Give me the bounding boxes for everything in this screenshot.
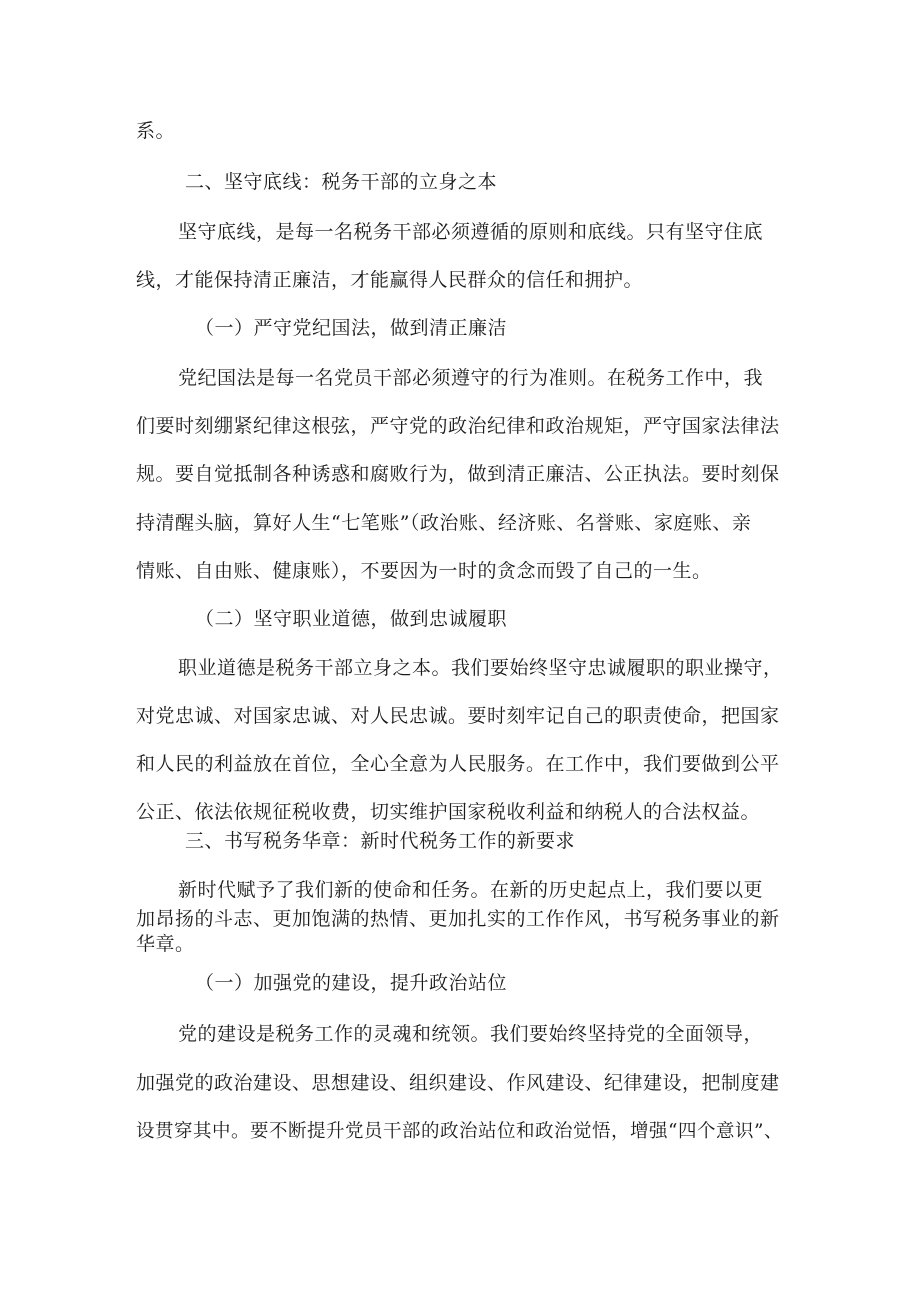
- section-heading: 三、书写税务华章：新时代税务工作的新要求: [185, 830, 576, 852]
- section-heading: 二、坚守底线：税务干部的立身之本: [185, 171, 498, 193]
- subsection-heading: （一）严守党纪国法，做到清正廉洁: [195, 317, 508, 339]
- text-line: 职业道德是税务干部立身之本。我们要始终坚守忠诚履职的职业操守，: [178, 657, 783, 679]
- text-line: 情账、自由账、健康账），不要因为一时的贪念而毁了自己的一生。: [136, 560, 712, 582]
- text-line: 规。要自觉抵制各种诱惑和腐败行为，做到清正廉洁、公正执法。要时刻保: [136, 463, 780, 485]
- subsection-heading: （二）坚守职业道德，做到忠诚履职: [195, 608, 508, 630]
- text-line: 党纪国法是每一名党员干部必须遵守的行为准则。在税务工作中，我: [178, 367, 764, 389]
- text-line: 们要时刻绷紧纪律这根弦，严守党的政治纪律和政治规矩，严守国家法律法: [136, 415, 780, 437]
- text-line: 线，才能保持清正廉洁，才能赢得人民群众的信任和拥护。: [136, 269, 644, 291]
- text-line: 华章。: [136, 933, 195, 955]
- text-line: 新时代赋予了我们新的使命和任务。在新的历史起点上，我们要以更: [178, 879, 764, 901]
- text-line: 坚守底线，是每一名税务干部必须遵循的原则和底线。只有坚守住底: [178, 221, 764, 243]
- text-line: 设贯穿其中。要不断提升党员干部的政治站位和政治觉悟，增强“四个意识”、: [136, 1121, 783, 1142]
- subsection-heading: （一）加强党的建设，提升政治站位: [195, 972, 508, 994]
- text-line: 加昂扬的斗志、更加饱满的热情、更加扎实的工作作风，书写税务事业的新: [136, 908, 780, 930]
- text-line: 持清醒头脑，算好人生“七笔账”（政治账、经济账、名誉账、家庭账、亲: [136, 512, 752, 534]
- text-line: 和人民的利益放在首位，全心全意为人民服务。在工作中，我们要做到公平: [136, 753, 780, 775]
- text-line: 公正、依法依规征税收费，切实维护国家税收利益和纳税人的合法权益。: [136, 801, 761, 823]
- text-line: 党的建设是税务工作的灵魂和统领。我们要始终坚持党的全面领导，: [178, 1023, 764, 1045]
- text-line: 系。: [136, 120, 176, 142]
- text-line: 加强党的政治建设、思想建设、组织建设、作风建设、纪律建设，把制度建: [136, 1072, 780, 1094]
- text-line: 对党忠诚、对国家忠诚、对人民忠诚。要时刻牢记自己的职责使命，把国家: [136, 705, 780, 727]
